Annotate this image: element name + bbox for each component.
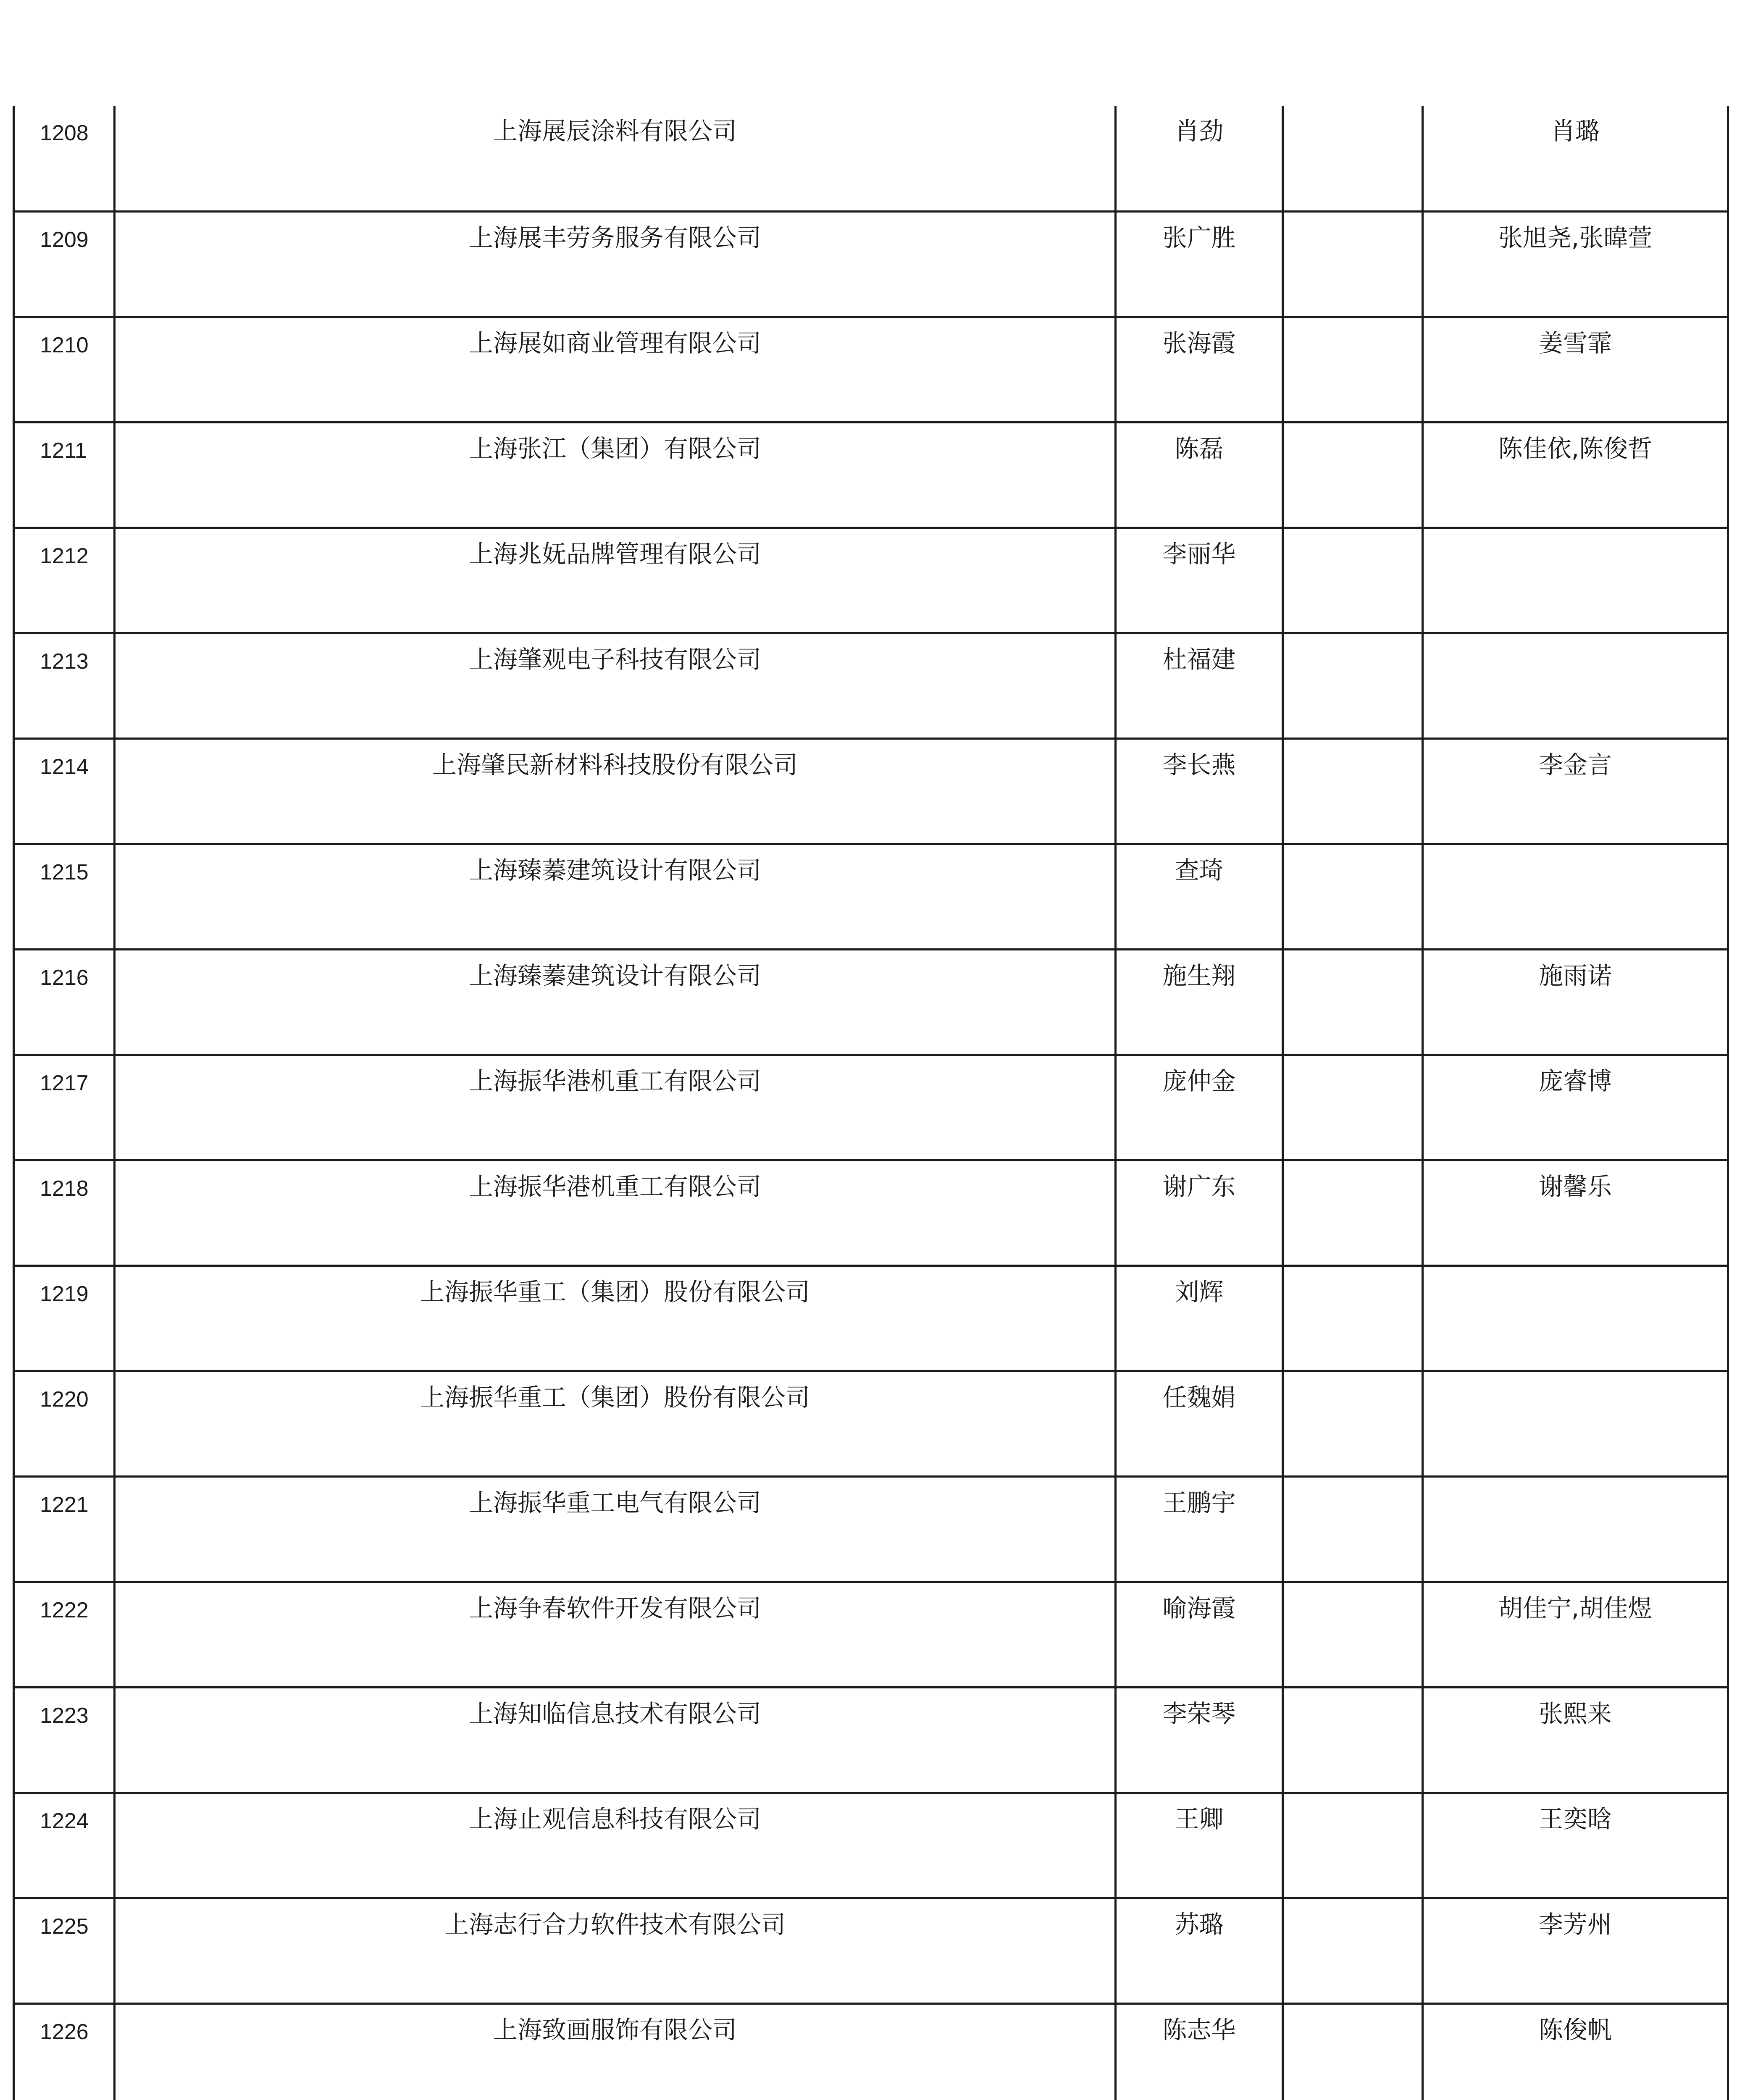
row-number-cell: 1221	[14, 1476, 115, 1582]
table-row	[14, 422, 1728, 528]
company-name-cell: 上海振华重工（集团）股份有限公司	[115, 1371, 1116, 1476]
employee-name-cell: 王卿	[1116, 1793, 1283, 1898]
children-names-cell: 谢馨乐	[1423, 1160, 1728, 1265]
empty-cell	[1283, 1898, 1423, 2003]
table-row	[14, 1898, 1728, 2003]
company-name-cell: 上海止观信息科技有限公司	[115, 1793, 1116, 1898]
row-number-cell: 1209	[14, 211, 115, 317]
children-names-cell: 陈佳依,陈俊哲	[1423, 422, 1728, 528]
company-name-cell: 上海展如商业管理有限公司	[115, 317, 1116, 422]
company-name-cell: 上海肇观电子科技有限公司	[115, 633, 1116, 738]
company-name-cell: 上海致画服饰有限公司	[115, 2003, 1116, 2100]
empty-cell	[1283, 949, 1423, 1055]
employee-name-cell: 施生翔	[1116, 949, 1283, 1055]
table-row	[14, 528, 1728, 633]
children-names-cell	[1423, 1371, 1728, 1476]
empty-cell	[1283, 1160, 1423, 1265]
roster-table-body	[14, 106, 1728, 2100]
children-names-cell	[1423, 1265, 1728, 1371]
row-number-cell: 1212	[14, 528, 115, 633]
employee-name-cell: 查琦	[1116, 844, 1283, 949]
row-number-cell: 1224	[14, 1793, 115, 1898]
children-names-cell: 庞睿博	[1423, 1055, 1728, 1160]
table-row	[14, 1265, 1728, 1371]
children-names-cell: 张熙来	[1423, 1687, 1728, 1793]
empty-cell	[1283, 1582, 1423, 1687]
empty-cell	[1283, 1687, 1423, 1793]
children-names-cell	[1423, 844, 1728, 949]
table-row	[14, 106, 1728, 211]
employee-name-cell: 任魏娟	[1116, 1371, 1283, 1476]
company-name-cell: 上海振华港机重工有限公司	[115, 1160, 1116, 1265]
empty-cell	[1283, 2003, 1423, 2100]
empty-cell	[1283, 106, 1423, 211]
company-name-cell: 上海振华港机重工有限公司	[115, 1055, 1116, 1160]
table-row	[14, 211, 1728, 317]
row-number-cell: 1225	[14, 1898, 115, 2003]
table-row	[14, 1687, 1728, 1793]
row-number-cell: 1226	[14, 2003, 115, 2100]
row-number-cell: 1213	[14, 633, 115, 738]
children-names-cell: 张旭尧,张暐萱	[1423, 211, 1728, 317]
employee-name-cell: 王鹏宇	[1116, 1476, 1283, 1582]
empty-cell	[1283, 1476, 1423, 1582]
row-number-cell: 1217	[14, 1055, 115, 1160]
employee-name-cell: 李长燕	[1116, 738, 1283, 844]
employee-name-cell: 张海霞	[1116, 317, 1283, 422]
row-number-cell: 1220	[14, 1371, 115, 1476]
children-names-cell: 李金言	[1423, 738, 1728, 844]
children-names-cell: 姜雪霏	[1423, 317, 1728, 422]
company-name-cell: 上海振华重工电气有限公司	[115, 1476, 1116, 1582]
table-row	[14, 949, 1728, 1055]
roster-table	[13, 106, 1729, 2100]
employee-name-cell: 刘辉	[1116, 1265, 1283, 1371]
employee-name-cell: 苏璐	[1116, 1898, 1283, 2003]
table-row	[14, 317, 1728, 422]
empty-cell	[1283, 1265, 1423, 1371]
empty-cell	[1283, 1793, 1423, 1898]
company-name-cell: 上海肇民新材料科技股份有限公司	[115, 738, 1116, 844]
employee-name-cell: 谢广东	[1116, 1160, 1283, 1265]
table-row	[14, 2003, 1728, 2100]
children-names-cell: 肖璐	[1423, 106, 1728, 211]
employee-name-cell: 张广胜	[1116, 211, 1283, 317]
employee-name-cell: 肖劲	[1116, 106, 1283, 211]
row-number-cell: 1208	[14, 106, 115, 211]
company-name-cell: 上海臻蓁建筑设计有限公司	[115, 844, 1116, 949]
empty-cell	[1283, 738, 1423, 844]
company-name-cell: 上海臻蓁建筑设计有限公司	[115, 949, 1116, 1055]
children-names-cell	[1423, 633, 1728, 738]
children-names-cell: 陈俊帆	[1423, 2003, 1728, 2100]
employee-name-cell: 庞仲金	[1116, 1055, 1283, 1160]
children-names-cell: 胡佳宁,胡佳煜	[1423, 1582, 1728, 1687]
employee-name-cell: 喻海霞	[1116, 1582, 1283, 1687]
table-row	[14, 738, 1728, 844]
children-names-cell	[1423, 528, 1728, 633]
empty-cell	[1283, 211, 1423, 317]
children-names-cell: 施雨诺	[1423, 949, 1728, 1055]
empty-cell	[1283, 1055, 1423, 1160]
row-number-cell: 1222	[14, 1582, 115, 1687]
table-row	[14, 1371, 1728, 1476]
children-names-cell: 李芳州	[1423, 1898, 1728, 2003]
children-names-cell	[1423, 1476, 1728, 1582]
row-number-cell: 1211	[14, 422, 115, 528]
empty-cell	[1283, 633, 1423, 738]
empty-cell	[1283, 1371, 1423, 1476]
table-row	[14, 1793, 1728, 1898]
row-number-cell: 1218	[14, 1160, 115, 1265]
employee-name-cell: 杜福建	[1116, 633, 1283, 738]
company-name-cell: 上海展辰涂料有限公司	[115, 106, 1116, 211]
table-row	[14, 1582, 1728, 1687]
company-name-cell: 上海张江（集团）有限公司	[115, 422, 1116, 528]
row-number-cell: 1215	[14, 844, 115, 949]
company-name-cell: 上海争春软件开发有限公司	[115, 1582, 1116, 1687]
company-name-cell: 上海志行合力软件技术有限公司	[115, 1898, 1116, 2003]
row-number-cell: 1216	[14, 949, 115, 1055]
empty-cell	[1283, 844, 1423, 949]
employee-name-cell: 陈志华	[1116, 2003, 1283, 2100]
table-row	[14, 633, 1728, 738]
employee-name-cell: 李荣琴	[1116, 1687, 1283, 1793]
company-name-cell: 上海知临信息技术有限公司	[115, 1687, 1116, 1793]
table-row	[14, 844, 1728, 949]
employee-name-cell: 陈磊	[1116, 422, 1283, 528]
row-number-cell: 1210	[14, 317, 115, 422]
row-number-cell: 1219	[14, 1265, 115, 1371]
company-name-cell: 上海振华重工（集团）股份有限公司	[115, 1265, 1116, 1371]
table-row	[14, 1055, 1728, 1160]
row-number-cell: 1223	[14, 1687, 115, 1793]
employee-name-cell: 李丽华	[1116, 528, 1283, 633]
empty-cell	[1283, 317, 1423, 422]
children-names-cell: 王奕晗	[1423, 1793, 1728, 1898]
table-row	[14, 1160, 1728, 1265]
row-number-cell: 1214	[14, 738, 115, 844]
company-name-cell: 上海展丰劳务服务有限公司	[115, 211, 1116, 317]
empty-cell	[1283, 528, 1423, 633]
empty-cell	[1283, 422, 1423, 528]
company-name-cell: 上海兆妩品牌管理有限公司	[115, 528, 1116, 633]
table-row	[14, 1476, 1728, 1582]
